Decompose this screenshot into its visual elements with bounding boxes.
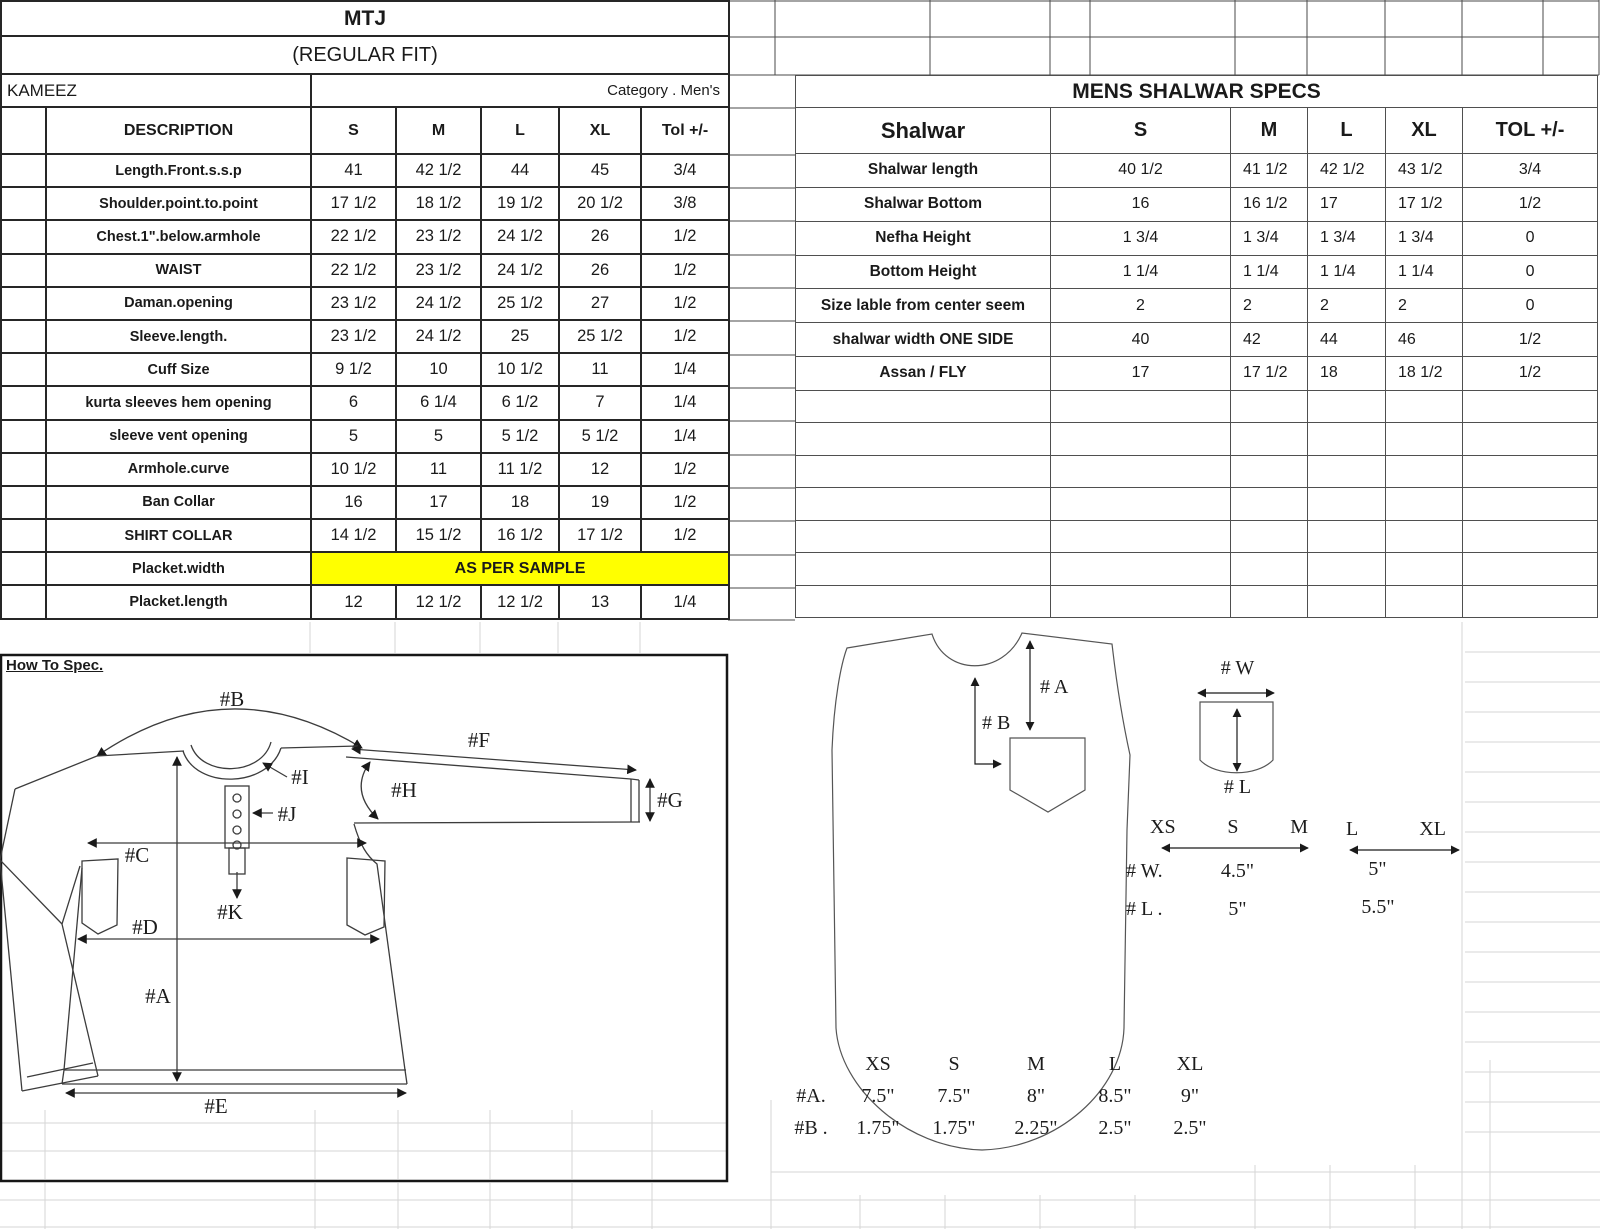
empty-cell: [1308, 423, 1386, 456]
row-label: WAIST: [46, 254, 311, 287]
value-cell: 1/4: [641, 386, 729, 419]
row-a-s: 7.5": [937, 1085, 971, 1107]
empty-cell: [1231, 423, 1308, 456]
col-header-s: S: [1051, 108, 1231, 154]
table-row: [1, 420, 729, 453]
value-cell: 18: [481, 486, 559, 519]
value-cell: 20 1/2: [559, 187, 641, 220]
measure-label-d: #D: [132, 915, 158, 939]
value-cell: 1 1/4: [1386, 255, 1463, 289]
value-cell: 12: [311, 585, 396, 618]
value-cell: 1/2: [641, 486, 729, 519]
table-row: [1, 386, 729, 419]
empty-cell: [1231, 488, 1308, 521]
value-cell: 6 1/4: [396, 386, 481, 419]
value-cell: 14 1/2: [311, 519, 396, 552]
value-cell: 42 1/2: [396, 154, 481, 187]
empty-row: [796, 488, 1598, 521]
value-cell: 22 1/2: [311, 220, 396, 253]
size-col-xs: XS: [865, 1053, 891, 1075]
empty-cell: [1051, 488, 1231, 521]
empty-cell: [1308, 390, 1386, 423]
value-cell: 43 1/2: [1386, 154, 1463, 188]
empty-cell: [1386, 553, 1463, 586]
empty-cell: [796, 455, 1051, 488]
empty-cell: [796, 585, 1051, 618]
table-row: [1, 154, 729, 187]
empty-cell: [1386, 520, 1463, 553]
value-cell: 1 3/4: [1231, 221, 1308, 255]
value-cell: 24 1/2: [481, 220, 559, 253]
pocket-width-row-label: # W.: [1126, 860, 1163, 882]
value-cell: 18: [1308, 357, 1386, 391]
empty-cell: [1308, 553, 1386, 586]
row-b-s: 1.75": [932, 1117, 976, 1139]
empty-cell: [1308, 455, 1386, 488]
empty-cell: [796, 423, 1051, 456]
col-header-m: M: [396, 107, 481, 154]
value-cell: 1/2: [641, 320, 729, 353]
value-cell: 17 1/2: [559, 519, 641, 552]
empty-cell: [1231, 553, 1308, 586]
empty-cell: [1308, 488, 1386, 521]
row-label: Daman.opening: [46, 287, 311, 320]
value-cell: 45: [559, 154, 641, 187]
subtitle-row: [1, 36, 729, 74]
col-header-tol: TOL +/-: [1463, 108, 1598, 154]
row-a-xl: 9": [1180, 1085, 1200, 1107]
empty-cell: [1463, 423, 1598, 456]
value-cell: 24 1/2: [396, 287, 481, 320]
table-row: [1, 585, 729, 618]
value-cell: 40 1/2: [1051, 154, 1231, 188]
value-cell: 17 1/2: [1231, 357, 1308, 391]
kameez-table-body: [1, 154, 729, 619]
row-label: shalwar width ONE SIDE: [796, 323, 1051, 357]
empty-row: [796, 390, 1598, 423]
table-row: [1, 287, 729, 320]
value-cell: 11: [396, 453, 481, 486]
value-cell: 6 1/2: [481, 386, 559, 419]
table-row: [796, 357, 1598, 391]
kameez-spec-table: [0, 0, 730, 620]
size-col-m: M: [1027, 1053, 1045, 1075]
value-cell: 1/2: [1463, 187, 1598, 221]
value-cell: 44: [1308, 323, 1386, 357]
value-cell: 12 1/2: [396, 585, 481, 618]
row-index-cell: [1, 453, 46, 486]
value-cell: 6: [311, 386, 396, 419]
row-a-l: 8.5": [1098, 1085, 1132, 1107]
value-cell: 1/2: [641, 519, 729, 552]
value-cell: 2: [1386, 289, 1463, 323]
row-a-label: #A.: [796, 1085, 826, 1107]
value-cell: 11 1/2: [481, 453, 559, 486]
value-cell: 1/4: [641, 420, 729, 453]
empty-cell: [1051, 423, 1231, 456]
value-cell: 0: [1463, 221, 1598, 255]
how-to-spec-box: [1, 655, 727, 1181]
value-cell: 16: [1051, 187, 1231, 221]
table-row: [1, 486, 729, 519]
table-row: [1, 519, 729, 552]
measure-label-g: #G: [657, 788, 683, 812]
size-group-large: [1346, 818, 1446, 841]
value-cell: 24 1/2: [481, 254, 559, 287]
value-cell: 17: [1308, 187, 1386, 221]
value-cell: 0: [1463, 255, 1598, 289]
value-cell: 19 1/2: [481, 187, 559, 220]
pocket-length-small-value: 5": [1228, 898, 1247, 920]
row-index-cell: [1, 320, 46, 353]
row-label: Size lable from center seem: [796, 289, 1051, 323]
measure-label-c: #C: [124, 843, 150, 867]
measure-label-h: #H: [391, 778, 417, 802]
empty-cell: [1463, 455, 1598, 488]
row-label: Cuff Size: [46, 353, 311, 386]
title-row: [1, 1, 729, 36]
row-b-xs: 1.75": [856, 1117, 900, 1139]
col-header-xl: XL: [1386, 108, 1463, 154]
value-cell: 23 1/2: [311, 287, 396, 320]
row-label: Ban Collar: [46, 486, 311, 519]
col-header-s: S: [311, 107, 396, 154]
table-row: [796, 323, 1598, 357]
sheet-title: MTJ: [1, 1, 729, 36]
empty-cell: [1051, 520, 1231, 553]
column-header-row: [796, 108, 1598, 154]
empty-cell: [1051, 585, 1231, 618]
table-row: [1, 552, 729, 585]
value-cell: 1/4: [641, 353, 729, 386]
measure-label-i: #I: [291, 765, 309, 789]
value-cell: 19: [559, 486, 641, 519]
value-cell: 10 1/2: [481, 353, 559, 386]
value-cell: 5: [396, 420, 481, 453]
table-row: [1, 453, 729, 486]
value-cell: 41 1/2: [1231, 154, 1308, 188]
row-label: sleeve vent opening: [46, 420, 311, 453]
value-cell: 3/4: [641, 154, 729, 187]
row-index-cell: [1, 287, 46, 320]
pocket-width-label: # W: [1220, 657, 1255, 679]
how-to-spec-heading: How To Spec.: [6, 657, 104, 674]
row-label: Shoulder.point.to.point: [46, 187, 311, 220]
empty-cell: [796, 390, 1051, 423]
row-label: Sleeve.length.: [46, 320, 311, 353]
title-row: [796, 76, 1598, 108]
value-cell: 5: [311, 420, 396, 453]
col-header-l: L: [1308, 108, 1386, 154]
row-index-cell: [1, 486, 46, 519]
value-cell: 25: [481, 320, 559, 353]
row-index-cell: [1, 420, 46, 453]
row-index-cell: [1, 154, 46, 187]
empty-cell: [1051, 455, 1231, 488]
kameez-diagram-labels: [125, 687, 683, 1118]
value-cell: 1 1/4: [1051, 255, 1231, 289]
value-cell: 0: [1463, 289, 1598, 323]
pocket-length-label: # L: [1223, 776, 1252, 798]
row-label: Assan / FLY: [796, 357, 1051, 391]
vest-size-table: [782, 1053, 1230, 1149]
empty-row: [796, 585, 1598, 618]
row-index-cell: [1, 254, 46, 287]
garment-row: [1, 74, 729, 107]
empty-cell: [1308, 585, 1386, 618]
size-col-xl: XL: [1176, 1053, 1204, 1075]
pocket-width-small-value: 4.5": [1220, 860, 1255, 882]
value-cell: 11: [559, 353, 641, 386]
empty-cell: [1463, 520, 1598, 553]
empty-cell: [1051, 553, 1231, 586]
value-cell: 1/2: [641, 287, 729, 320]
table-row: [796, 187, 1598, 221]
table-row: [796, 221, 1598, 255]
value-cell: 2: [1051, 289, 1231, 323]
row-label: SHIRT COLLAR: [46, 519, 311, 552]
value-cell: 24 1/2: [396, 320, 481, 353]
empty-cell: [1386, 488, 1463, 521]
row-label: Placket.width: [46, 552, 311, 585]
table-row: [1, 220, 729, 253]
column-header-row: [1, 107, 729, 154]
empty-corner: [782, 1053, 840, 1085]
sheet-subtitle: (REGULAR FIT): [1, 36, 729, 74]
empty-cell: [1386, 455, 1463, 488]
table-row: [1, 187, 729, 220]
value-cell: 17: [396, 486, 481, 519]
empty-cell: [1231, 455, 1308, 488]
category-label: Category . Men's: [311, 74, 729, 107]
value-cell: 18 1/2: [1386, 357, 1463, 391]
value-cell: 1 3/4: [1386, 221, 1463, 255]
col-header-shalwar: Shalwar: [796, 108, 1051, 154]
value-cell: 1/2: [641, 254, 729, 287]
value-cell: 41: [311, 154, 396, 187]
value-cell: 1/4: [641, 585, 729, 618]
empty-row: [796, 423, 1598, 456]
value-cell: 16 1/2: [1231, 187, 1308, 221]
empty-cell: [1231, 390, 1308, 423]
value-cell: 1/2: [1463, 357, 1598, 391]
vest-measure-a-label: # A: [1040, 676, 1069, 698]
table-row: [1, 254, 729, 287]
value-cell: 1/2: [641, 220, 729, 253]
value-cell: 23 1/2: [396, 254, 481, 287]
empty-cell: [1051, 390, 1231, 423]
table-row: [1, 320, 729, 353]
row-label: Bottom Height: [796, 255, 1051, 289]
pocket-width-large-value: 5": [1368, 858, 1387, 880]
table-row: [1, 353, 729, 386]
measure-label-j: #J: [277, 802, 297, 826]
value-cell: 2: [1308, 289, 1386, 323]
value-cell: 2: [1231, 289, 1308, 323]
corner-cell: [1, 107, 46, 154]
value-cell: 10: [396, 353, 481, 386]
size-col-l: L: [1108, 1053, 1122, 1075]
value-cell: 1 1/4: [1231, 255, 1308, 289]
row-a-xs: 7.5": [861, 1085, 895, 1107]
row-index-cell: [1, 187, 46, 220]
value-cell: 16 1/2: [481, 519, 559, 552]
col-header-xl: XL: [559, 107, 641, 154]
value-cell: 5 1/2: [481, 420, 559, 453]
value-cell: 26: [559, 254, 641, 287]
row-b-xl: 2.5": [1173, 1117, 1207, 1139]
measure-label-a: #A: [145, 984, 171, 1008]
value-cell: 12 1/2: [481, 585, 559, 618]
value-cell: 40: [1051, 323, 1231, 357]
empty-cell: [1463, 585, 1598, 618]
measure-label-e: #E: [204, 1094, 228, 1118]
value-cell: 16: [311, 486, 396, 519]
shalwar-spec-table: [795, 75, 1598, 618]
value-cell: 27: [559, 287, 641, 320]
empty-cell: [1463, 488, 1598, 521]
empty-cell: [796, 488, 1051, 521]
row-label: Armhole.curve: [46, 453, 311, 486]
col-header-l: L: [481, 107, 559, 154]
value-cell: 10 1/2: [311, 453, 396, 486]
value-cell: 15 1/2: [396, 519, 481, 552]
row-index-cell: [1, 353, 46, 386]
value-cell: 17 1/2: [1386, 187, 1463, 221]
size-col-s: S: [948, 1053, 960, 1075]
vest-measure-b-label: # B: [982, 712, 1011, 734]
row-label: Placket.length: [46, 585, 311, 618]
table-row: [796, 289, 1598, 323]
empty-row: [796, 455, 1598, 488]
row-label: Nefha Height: [796, 221, 1051, 255]
measure-label-f: #F: [467, 728, 491, 752]
row-label: kurta sleeves hem opening: [46, 386, 311, 419]
value-cell: 3/8: [641, 187, 729, 220]
value-cell: 17 1/2: [311, 187, 396, 220]
value-cell: 3/4: [1463, 154, 1598, 188]
size-xs: XS: [1150, 816, 1176, 838]
value-cell: 46: [1386, 323, 1463, 357]
value-cell: 42: [1231, 323, 1308, 357]
value-cell: 23 1/2: [396, 220, 481, 253]
table-row: [796, 255, 1598, 289]
row-label: Shalwar Bottom: [796, 187, 1051, 221]
value-cell: 26: [559, 220, 641, 253]
table-row: [796, 154, 1598, 188]
size-xl: XL: [1419, 818, 1446, 840]
empty-cell: [1463, 553, 1598, 586]
value-cell: 1 1/4: [1308, 255, 1386, 289]
row-index-cell: [1, 220, 46, 253]
pocket-length-row-label: # L .: [1126, 898, 1163, 920]
value-cell: 23 1/2: [311, 320, 396, 353]
empty-row: [796, 520, 1598, 553]
shalwar-table-title: MENS SHALWAR SPECS: [796, 76, 1598, 108]
measure-label-b: #B: [219, 687, 245, 711]
value-cell: 5 1/2: [559, 420, 641, 453]
value-cell: 22 1/2: [311, 254, 396, 287]
value-cell: 13: [559, 585, 641, 618]
value-cell: 1 3/4: [1051, 221, 1231, 255]
row-b-label: #B .: [794, 1117, 828, 1139]
size-l: L: [1346, 818, 1359, 840]
merged-value-cell: AS PER SAMPLE: [311, 552, 729, 585]
empty-cell: [796, 553, 1051, 586]
row-b-l: 2.5": [1098, 1117, 1132, 1139]
value-cell: 44: [481, 154, 559, 187]
row-label: Shalwar length: [796, 154, 1051, 188]
row-label: Chest.1".below.armhole: [46, 220, 311, 253]
value-cell: 12: [559, 453, 641, 486]
kameez-diagram: [0, 709, 650, 1093]
col-header-m: M: [1231, 108, 1308, 154]
empty-cell: [1386, 585, 1463, 618]
col-header-description: DESCRIPTION: [46, 107, 311, 154]
row-index-cell: [1, 552, 46, 585]
empty-cell: [1308, 520, 1386, 553]
value-cell: 17: [1051, 357, 1231, 391]
value-cell: 18 1/2: [396, 187, 481, 220]
pocket-length-large-value: 5.5": [1361, 896, 1395, 918]
empty-cell: [1463, 390, 1598, 423]
empty-cell: [1231, 520, 1308, 553]
row-index-cell: [1, 519, 46, 552]
row-index-cell: [1, 386, 46, 419]
value-cell: 25 1/2: [559, 320, 641, 353]
row-index-cell: [1, 585, 46, 618]
size-m: M: [1290, 816, 1308, 838]
measure-label-k: #K: [217, 900, 243, 924]
value-cell: 42 1/2: [1308, 154, 1386, 188]
col-header-tol: Tol +/-: [641, 107, 729, 154]
row-b-m: 2.25": [1014, 1117, 1058, 1139]
shalwar-table-body: [796, 154, 1598, 618]
empty-cell: [796, 520, 1051, 553]
value-cell: 7: [559, 386, 641, 419]
value-cell: 9 1/2: [311, 353, 396, 386]
empty-row: [796, 553, 1598, 586]
value-cell: 1 3/4: [1308, 221, 1386, 255]
row-label: Length.Front.s.s.p: [46, 154, 311, 187]
empty-cell: [1386, 390, 1463, 423]
garment-name: KAMEEZ: [1, 74, 311, 107]
size-s: S: [1227, 816, 1239, 838]
value-cell: 25 1/2: [481, 287, 559, 320]
empty-cell: [1231, 585, 1308, 618]
size-group-small: [1150, 816, 1308, 839]
value-cell: 1/2: [641, 453, 729, 486]
empty-cell: [1386, 423, 1463, 456]
row-a-m: 8": [1026, 1085, 1046, 1107]
value-cell: 1/2: [1463, 323, 1598, 357]
